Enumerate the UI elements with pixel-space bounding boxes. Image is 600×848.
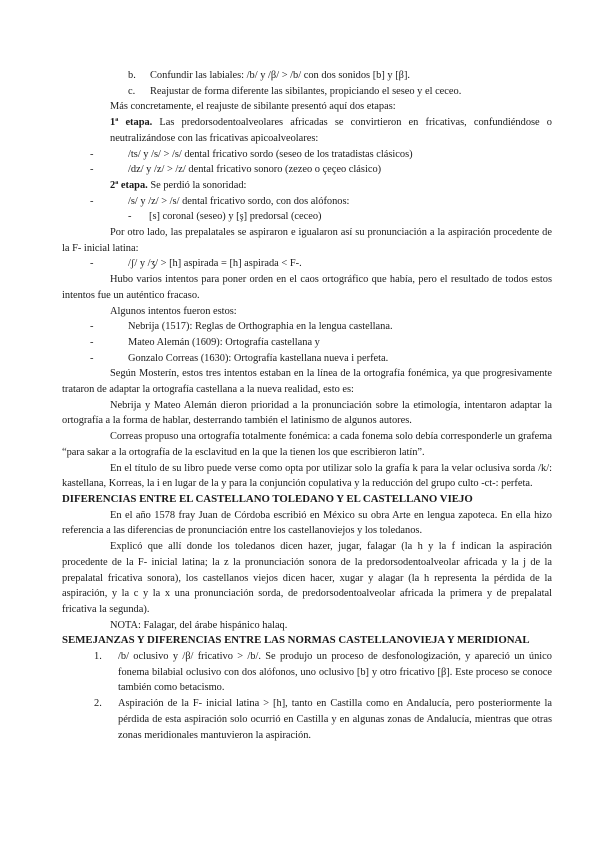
numbered-item	[62, 649, 552, 696]
list-item-text: /ʃ/ y /ʒ/ > [h] aspirada = [h] aspirada < F-.	[128, 258, 302, 270]
list-item	[62, 319, 552, 335]
note: NOTA: Falagar, del árabe hispánico halaq.	[110, 619, 288, 631]
list-item-text: /s/ y /z/ > /s/ dental fricativo sordo, con dos alófonos:	[128, 195, 350, 207]
paragraph: En el año 1578 fray Juan de Córdoba escribió en México su obra Arte en lengua zapoteca. En ella hizo referencia a las diferencias de pronunciación entre los castellanoviejos y los toledanos.	[62, 509, 552, 537]
list-item-text: /ts/ y /s/ > /s/ dental fricativo sordo (seseo de los tratadistas clásicos)	[128, 148, 413, 160]
list-item-text: Confundir las labiales: /b/ y /β/ > /b/ con dos sonidos [b] y [β].	[150, 70, 411, 81]
list-marker: c.	[128, 85, 136, 97]
list-item-text: Mateo Alemán (1609): Ortografía castellana y	[128, 336, 320, 348]
stage-paragraph	[62, 178, 552, 194]
list-item	[62, 194, 552, 210]
paragraph: Más concretamente, el reajuste de sibilante presentó aquí dos etapas:	[110, 101, 396, 113]
stage-text: Se perdió la sonoridad:	[147, 179, 247, 191]
list-item-text: Aspiración de la F- inicial latina > [h], tanto en Castilla como en Andalucía, pero posteriormente la pérdida de esta aspiración solo ocurrió en Castilla y en algunas zonas de Andalucía, mientras que otras zonas meridionales mantuvieron la aspiración.	[118, 698, 552, 741]
paragraph: Nebrija y Mateo Alemán dieron prioridad a la pronunciación sobre la etimología, intentaron adaptar la ortografía a la forma de hablar, desterrando también el latinismo de algunos autores.	[62, 399, 552, 427]
sub-list-item	[62, 209, 552, 225]
paragraph: Algunos intentos fueron estos:	[110, 305, 237, 317]
list-marker: -	[90, 148, 94, 160]
section-heading: SEMEJANZAS Y DIFERENCIAS ENTRE LAS NORMAS CASTELLANOVIEJA Y MERIDIONAL	[62, 634, 530, 647]
list-item	[62, 351, 552, 367]
stage-label: 1ª etapa.	[110, 117, 153, 129]
list-marker: -	[128, 211, 132, 223]
stage-text: Las predorsodentoalveolares africadas se convirtieron en fricativas, confundiéndose o neutralizándose con las fricativas apicoalveolares:	[110, 117, 552, 144]
list-number: 1.	[94, 651, 102, 663]
list-marker: -	[90, 336, 94, 348]
list-marker: -	[90, 352, 94, 364]
list-marker: -	[90, 164, 94, 176]
list-item-text: Reajustar de forma diferente las sibilantes, propiciando el seseo y el ceceo.	[150, 85, 462, 97]
stage-paragraph	[62, 115, 552, 146]
stage-label: 2ª etapa.	[110, 179, 148, 191]
list-item	[62, 256, 552, 272]
list-item-text: /b/ oclusivo y /β/ fricativo > /b/. Se produjo un proceso de desfonologización, y apareció un único fonema bilabial oclusivo con dos alófonos, uno oclusivo [b] y otro fricativo [β]. Este proceso se conoce también como betacismo.	[118, 651, 552, 694]
list-number: 2.	[94, 698, 102, 710]
paragraph: Hubo varios intentos para poner orden en el caos ortográfico que había, pero el resultado de todos estos intentos fue un auténtico fracaso.	[62, 274, 552, 301]
list-marker: b.	[128, 70, 136, 81]
paragraph: Correas propuso una ortografía totalmente fonémica: a cada fonema solo debía corresponderle un grafema “para sakar a la ortografía de la esclavitud en la que la tienen los que escribieron latín”.	[62, 431, 552, 458]
section-heading: DIFERENCIAS ENTRE EL CASTELLANO TOLEDANO Y EL CASTELLANO VIEJO	[62, 492, 473, 505]
list-item-text: /dz/ y /z/ > /z/ dental fricativo sonoro (zezeo o çeçeo clásico)	[128, 164, 382, 176]
list-marker: -	[90, 321, 94, 333]
list-item-text: Gonzalo Correas (1630): Ortografía kastellana nueva i perfeta.	[128, 352, 389, 364]
list-item-text: Nebrija (1517): Reglas de Orthographia en la lengua castellana.	[128, 321, 393, 333]
list-item	[62, 335, 552, 351]
paragraph: En el título de su libro puede verse como opta por utilizar solo la grafía k para la velar oclusiva sorda /k/: kastellana, Korreas, la i en lugar de la y para la conjunción copulativa y la reducción del grupo culto -ct-: perfeta.	[62, 462, 552, 490]
list-item	[62, 162, 552, 178]
document-page	[62, 68, 552, 743]
numbered-item	[62, 696, 552, 743]
paragraph: Explicó que allí donde los toledanos dicen hazer, jugar, falagar (la h y la f indican la aspiración procedente de la F- inicial latina; la z la pronunciación sonora de la predorsodentoalveolar africada y la j de la prepalatal fricativa sonora), los castellanos viejos dicen hacer, xugar y alagar (la h representa la pérdida de la aspiración, y la c y la x una pronunciación sorda, de predorsodentoalveolar africada la primera y de prepalatal fricativa la segunda).	[62, 541, 552, 615]
list-marker: -	[90, 195, 94, 207]
list-marker: -	[90, 258, 94, 270]
paragraph: Por otro lado, las prepalatales se aspiraron e igualaron así su pronunciación a la aspiración procedente de la F- inicial latina:	[62, 227, 552, 254]
list-item-text: [s] coronal (seseo) y [ş] predorsal (ceceo)	[149, 211, 322, 223]
list-item	[62, 147, 552, 163]
paragraph: Según Mosterín, estos tres intentos estaban en la línea de la ortografía fonémica, ya que progresivamente trataron de adaptar la ortografía castellana a la nueva realidad, esto es:	[62, 368, 552, 396]
list-item	[62, 84, 552, 100]
list-item	[62, 68, 552, 84]
